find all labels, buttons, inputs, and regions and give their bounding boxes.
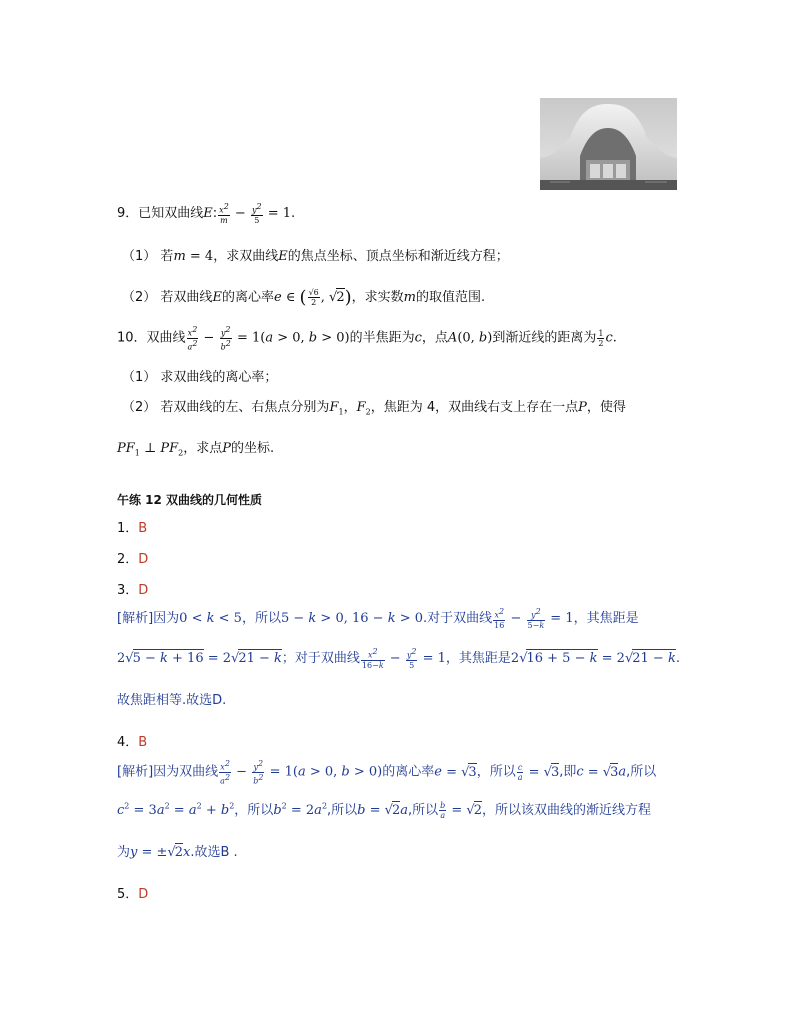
a4-t6: ，所以 <box>234 803 274 818</box>
q9-p1-label: （1） <box>122 249 157 264</box>
q10-p2-text-a: 若双曲线的左、右焦点分别为 <box>160 400 330 415</box>
q10-line: 10．双曲线 $\frac{x^2}{a^2}$ − $\frac{y^2}{b^2}$ = 1(a > 0, b > 0)的半焦距为c，点A(0, b)到渐近线的距离为 $\frac{1}{2}$ c. <box>117 325 617 352</box>
a3-t2: ，所以 <box>241 611 281 626</box>
answer-3-analysis-line2: 2√5 − k + 16 = 2√21 − k；对于双曲线 $\frac{x^2}{16-k}$ − $\frac{y^2}{5}$ = 1，其焦距是2√16 + 5 − k = 2√21 − k. <box>117 647 680 670</box>
answer-4-analysis-line2: $c^2 = 3a^2 = a^2 + b^2$，所以$b^2 = 2a^2$,所以b = √2a,所以 $\frac{b}{a}$ = √2，所以该双曲线的渐近线方程 <box>117 801 652 820</box>
answer-4-num: 4． <box>117 735 139 750</box>
q10-text-c: 到渐近线的距离为 <box>492 330 597 346</box>
q9-p2-text-d: 的取值范围. <box>415 290 486 305</box>
a4-t1: 因为双曲线 <box>153 764 219 780</box>
answer-2-num: 2． <box>117 552 139 567</box>
q10-text-b: ，点 <box>421 330 448 346</box>
a4-t9: ，所以该双曲线的渐近线方程 <box>482 803 652 818</box>
q10-p2-text-d: ，求点 <box>183 441 223 456</box>
a4-t2: 的离心率 <box>382 764 435 780</box>
answer-4-analysis-line1: [解析]因为双曲线 $\frac{x^2}{a^2}$ − $\frac{y^2}{b^2}$ = 1(a > 0, b > 0)的离心率e = √3，所以 $\frac{c}{a}$ = √3,即c = √3a,所以 <box>117 759 657 786</box>
q9-p1-text-c: 的焦点坐标、顶点坐标和渐近线方程； <box>287 249 509 264</box>
q9-p2-label: （2） <box>122 290 157 305</box>
answer-5-num: 5． <box>117 887 139 902</box>
answer-3-analysis-line1: [解析]因为0 < k < 5，所以5 − k > 0, 16 − k > 0.对于双曲线 $\frac{x^2}{16}$ − $\frac{y^2}{5-k}$ = 1，其焦距是 <box>117 607 639 630</box>
a4-t8: ,所以 <box>408 803 439 818</box>
a4-t3: ，所以 <box>476 764 516 780</box>
answer-3-choice: D <box>138 583 149 598</box>
q10-p2-label: （2） <box>122 400 157 415</box>
answer-3-conclusion: 故焦距相等.故选D. <box>117 693 227 708</box>
answer-5-choice: D <box>138 887 149 902</box>
answer-1-choice: B <box>138 521 148 536</box>
a4-t5: ,所以 <box>626 764 657 780</box>
answer-4-analysis-line3: 为y = ±√2x.故选B . <box>117 845 238 860</box>
q10-p2-text-e: 的坐标. <box>231 441 275 456</box>
answer-3-num: 3． <box>117 583 139 598</box>
a4-t7: ,所以 <box>327 803 358 818</box>
answer-4-choice: B <box>138 735 148 750</box>
q10-p2-text-c: ，使得 <box>586 400 626 415</box>
a4-t11: .故选B . <box>190 845 238 860</box>
q9-p2-text-a: 若双曲线 <box>160 290 213 305</box>
q9-line: 9．已知双曲线E: $\frac{x^2}{m}$ − $\frac{y^2}{5}$ = 1. <box>117 202 296 225</box>
q9-math-frac1: $\frac{x^2}{m}$ <box>219 202 229 225</box>
q9-p1-math: m <box>173 249 186 264</box>
answers-title: 午练 12 双曲线的几何性质 <box>117 493 263 507</box>
a3-t4: ，其焦距是 <box>573 611 639 626</box>
a4-t4: ,即 <box>559 764 577 780</box>
arch-building-photo <box>540 98 677 190</box>
q10-p1-text: 求双曲线的离心率； <box>160 370 278 385</box>
q10-p1-label: （1） <box>122 370 157 385</box>
answer-1 <box>117 517 147 536</box>
q10-part2-cont: $PF_1$ ⊥ $PF_2$，求点P的坐标. <box>117 441 275 458</box>
a3-t5: ；对于双曲线 <box>281 651 360 666</box>
a4-t10: 为 <box>117 845 131 860</box>
analysis-tag: [解析] <box>117 611 154 626</box>
q9-p1-text: 若 <box>160 249 174 264</box>
a3-t1: 因为 <box>153 611 180 626</box>
q9-part1: （1） 若m = 4，求双曲线E的焦点坐标、顶点坐标和渐近线方程； <box>122 249 509 264</box>
q9-math-frac2: $\frac{y^2}{5}$ <box>251 202 262 225</box>
q10-p2-text-b: ，焦距为 4，双曲线右支上存在一点 <box>370 400 579 415</box>
q10-text-a: 的半焦距为 <box>349 330 415 346</box>
q9-head: 9．已知双曲线 <box>117 206 204 221</box>
analysis-tag-4: [解析] <box>117 764 154 780</box>
answer-2-choice: D <box>138 552 149 567</box>
answer-4 <box>117 731 147 750</box>
q9-part2: （2） 若双曲线E的离心率e ∈ ( $\frac{√6}{2}$ , √2)，求实数m的取值范围. <box>122 287 486 308</box>
a3-t3: .对于双曲线 <box>423 611 493 626</box>
answer-2 <box>117 548 148 567</box>
q9-math-E: E <box>203 206 213 221</box>
q10-part1 <box>122 366 277 385</box>
answer-1-num: 1． <box>117 521 139 536</box>
q9-p1-text-b: ，求双曲线 <box>213 249 279 264</box>
a3-t6: ，其焦距是 <box>445 651 511 666</box>
q9-p2-text-b: 的离心率 <box>221 290 274 305</box>
q10-part2: （2） 若双曲线的左、右焦点分别为$F_1$，$F_2$，焦距为 4，双曲线右支上存在一点P，使得 <box>122 400 626 417</box>
answer-3 <box>117 579 148 598</box>
q9-p2-frac: $\frac{√6}{2}$ <box>308 288 319 307</box>
q9-p2-text-c: ，求实数 <box>351 290 404 305</box>
q10-head: 10．双曲线 <box>117 330 186 346</box>
answer-5 <box>117 883 148 902</box>
